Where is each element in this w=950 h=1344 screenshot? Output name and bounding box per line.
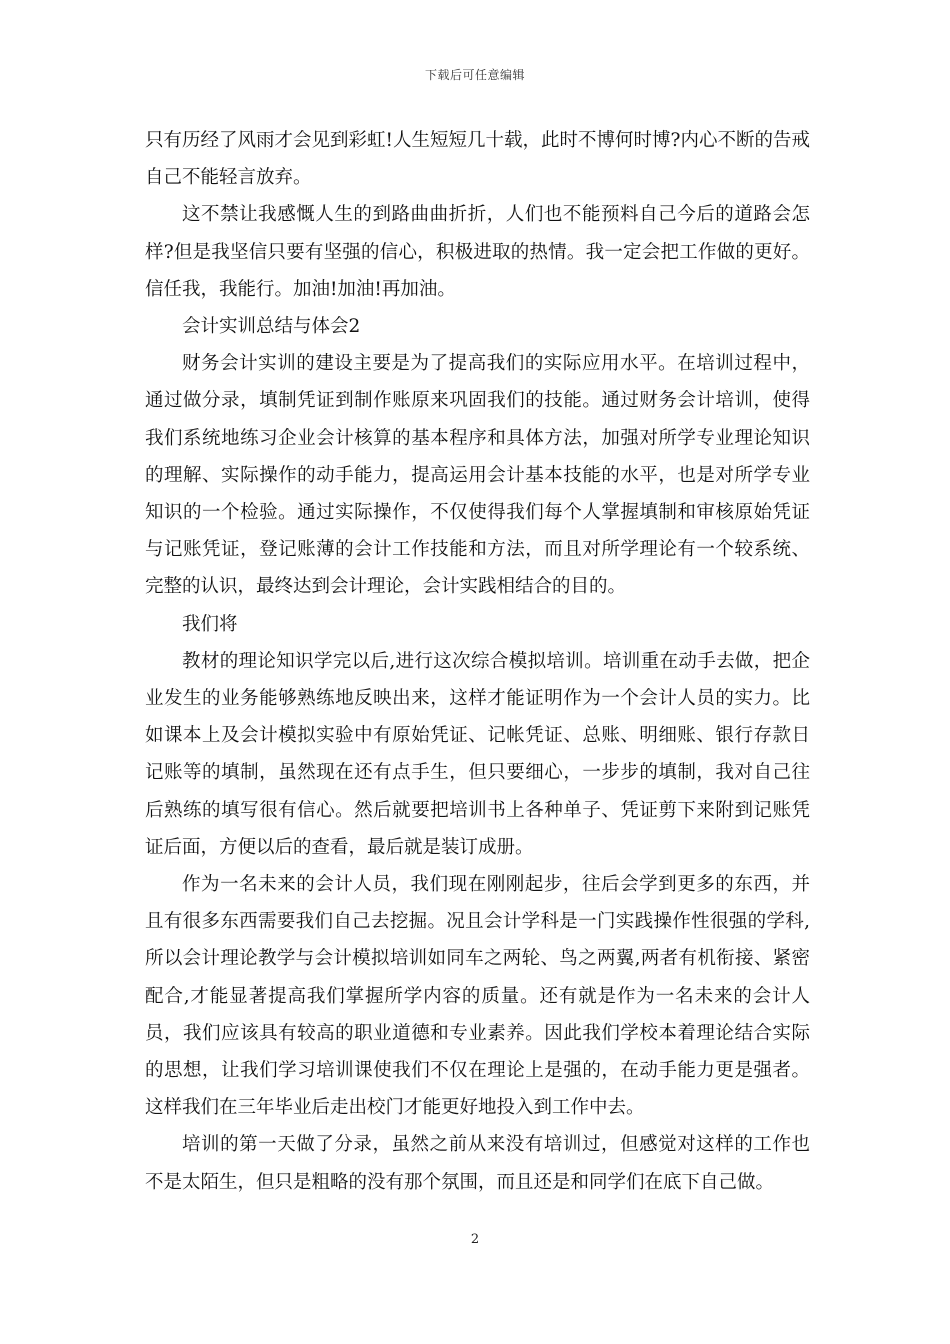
paragraph-7: 培训的第一天做了分录，虽然之前从来没有培训过，但感觉对这样的工作也不是太陌生，但只是粗略的没有那个氛围，而且还是和同学们在底下自己做。 [145, 1134, 810, 1193]
paragraph-3: 财务会计实训的建设主要是为了提高我们的实际应用水平。在培训过程中，通过做分录，填制凭证到制作账原来巩固我们的技能。通过财务会计培训，使得我们系统地练习企业会计核算的基本程序和具体方法，加强对所学专业理论知识的理解、实际操作的动手能力，提高运用会计基本技能的水平，也是对所学专业知识的一个检验。通过实际操作，不仅使得我们每个人掌握填制和审核原始凭证与记账凭证，登记账薄的会计工作技能和方法，而且对所学理论有一个较系统、完整的认识，最终达到会计理论，会计实践相结合的目的。 [145, 353, 810, 598]
paragraph-4: 我们将 [182, 613, 238, 635]
page-number: 2 [470, 1232, 480, 1247]
document-body [145, 122, 810, 1201]
paragraph-6: 作为一名未来的会计人员，我们现在刚刚起步，往后会学到更多的东西，并且有很多东西需要我们自己去挖掘。况且会计学科是一门实践操作性很强的学科,所以会计理论教学与会计模拟培训如同车之两轮、鸟之两翼,两者有机衔接、紧密配合,才能显著提高我们掌握所学内容的质量。还有就是作为一名未来的会计人员，我们应该具有较高的职业道德和专业素养。因此我们学校本着理论结合实际的思想，让我们学习培训课使我们不仅在理论上是强的，在动手能力更是强者。这样我们在三年毕业后走出校门才能更好地投入到工作中去。 [145, 874, 810, 1119]
paragraph-5: 教材的理论知识学完以后,进行这次综合模拟培训。培训重在动手去做，把企业发生的业务能够熟练地反映出来，这样才能证明作为一个会计人员的实力。比如课本上及会计模拟实验中有原始凭证、记帐凭证、总账、明细账、银行存款日记账等的填制，虽然现在还有点手生，但只要细心，一步步的填制，我对自己往后熟练的填写很有信心。然后就要把培训书上各种单子、凭证剪下来附到记账凭证后面，方便以后的查看，最后就是装订成册。 [145, 650, 810, 858]
section-heading: 会计实训总结与体会2 [182, 316, 361, 338]
page-header: 下载后可任意编辑 [424, 68, 525, 82]
paragraph-2: 这不禁让我感慨人生的到路曲曲折折，人们也不能预料自己今后的道路会怎样?但是我坚信只要有坚强的信心，积极进取的热情。我一定会把工作做的更好。信任我，我能行。加油!加油!再加油。 [145, 204, 810, 300]
paragraph-1: 只有历经了风雨才会见到彩虹!人生短短几十载，此时不博何时博?内心不断的告戒自己不能轻言放弃。 [145, 130, 810, 189]
